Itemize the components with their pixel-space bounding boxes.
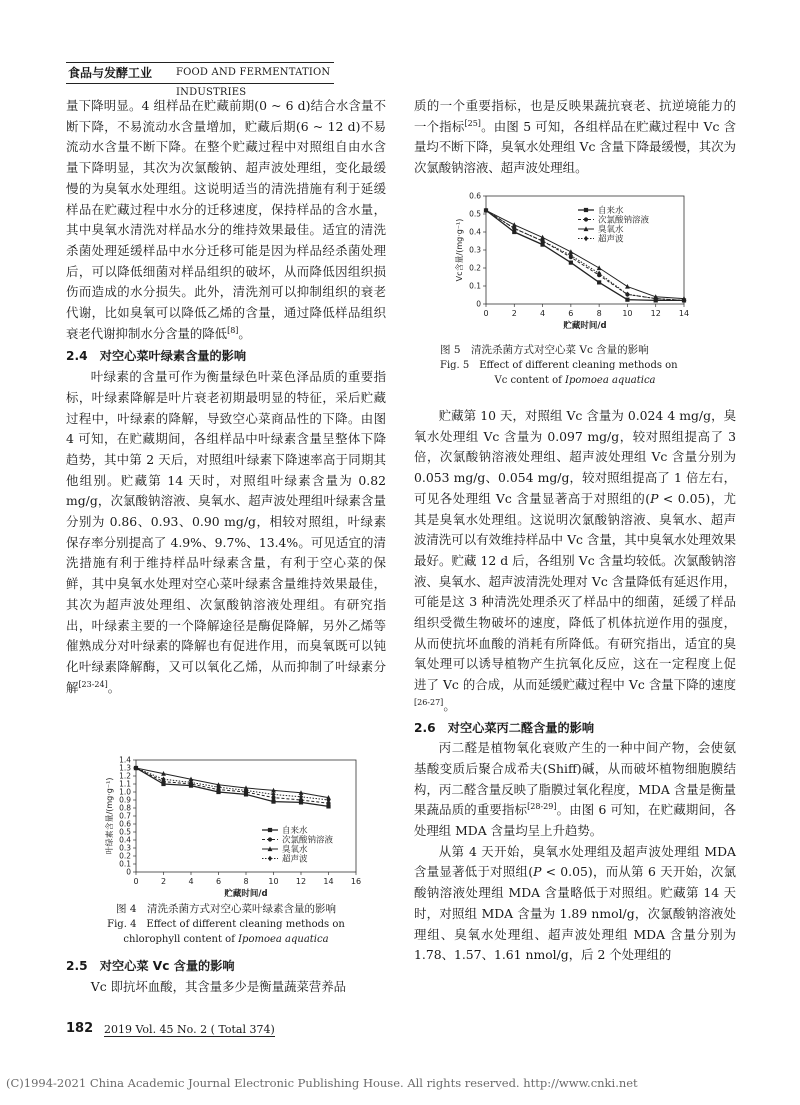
left-column-top (66, 96, 386, 698)
figure-4-caption: 图 4 清洗杀菌方式对空心菜叶绿素含量的影响 Fig. 4 Effect of different cleaning methods on chlorophyll content of Ipomoea aquatica (66, 902, 386, 947)
data-point (625, 298, 629, 302)
left-column-bottom (66, 956, 386, 997)
y-tick-label: 0.4 (119, 835, 131, 845)
data-point (625, 284, 630, 289)
y-tick-label: 0.2 (469, 263, 481, 273)
figure-4-chart (76, 756, 376, 901)
right-column-bottom (414, 406, 736, 966)
data-point (268, 828, 272, 832)
x-axis-label: 贮藏时间/d (224, 889, 268, 899)
page-number: 182 (66, 1021, 94, 1036)
data-point (584, 236, 588, 241)
x-tick-label: 6 (568, 309, 574, 318)
data-point (584, 208, 588, 212)
journal-title-en: FOOD AND FERMENTATION INDUSTRIES (176, 67, 331, 98)
x-axis-label: 贮藏时间/d (563, 321, 607, 331)
y-tick-label: 0.3 (119, 843, 131, 853)
plot-frame (136, 760, 356, 872)
y-axis-label: Vc含量/(mg·g⁻¹) (455, 218, 464, 282)
copyright-notice: (C)1994-2021 China Academic Journal Electronic Publishing House. All rights reserved. http://www.cnki.net (6, 1076, 638, 1090)
data-point (625, 292, 629, 297)
data-point (597, 280, 601, 284)
figure-5-caption-en: Fig. 5 Effect of different cleaning methods on (440, 360, 678, 371)
x-tick-label: 2 (160, 877, 167, 886)
series-line (486, 210, 684, 298)
y-tick-label: 0.1 (469, 281, 481, 291)
paragraph: 丙二醛是植物氧化衰败产生的一种中间产物，会使氨基酸变质后聚合成希夫(Shiff)碱，从而破坏植物细胞膜结构，丙二醛含量反映了脂膜过氧化程度，MDA 含量是衡量果蔬品质的重要指标[28-29]。由图 6 可知，在贮藏期间，各处理组 MDA 含量均呈上升趋势。 (414, 740, 736, 839)
section-heading-2-4: 2.4 对空心菜叶绿素含量的影响 (66, 349, 247, 364)
legend-label: 臭氧水 (282, 845, 308, 855)
y-tick-label: 0.3 (469, 245, 481, 255)
data-point (268, 856, 272, 861)
legend-label: 超声波 (598, 234, 624, 245)
figure-5-chart (448, 188, 708, 333)
figure-4-caption-en: Fig. 4 Effect of different cleaning methods on (107, 919, 345, 930)
figure-5-caption: 图 5 清洗杀菌方式对空心菜 Vc 含量的影响 Fig. 5 Effect of different cleaning methods on Vc content of Ipomoea aquatica (440, 343, 710, 388)
data-point (271, 800, 275, 804)
x-tick-label: 4 (540, 309, 546, 318)
x-tick-label: 12 (650, 309, 661, 318)
legend-label: 臭氧水 (598, 225, 624, 235)
y-axis-label: 叶绿素含量/(mg·g⁻¹) (105, 777, 114, 855)
paragraph: 质的一个重要指标，也是反映果蔬抗衰老、抗逆境能力的一个指标[25]。由图 5 可知，各组样品在贮藏过程中 Vc 含量均不断下降，臭氧水处理组 Vc 含量下降最缓慢，其次为次氯酸钠溶液、超声波处理组。 (414, 98, 736, 176)
x-tick-label: 16 (350, 877, 362, 886)
x-tick-label: 12 (295, 877, 307, 886)
journal-title-cn: 食品与发酵工业 (68, 66, 153, 80)
x-tick-label: 14 (678, 309, 690, 318)
paragraph: 贮藏第 10 天，对照组 Vc 含量为 0.024 4 mg/g，臭氧水处理组 Vc 含量为 0.097 mg/g，较对照组提高了 3 倍，次氯酸钠溶液处理组、超声波处理组 Vc 含量分别为 0.053 mg/g、0.054 mg/g，较对照组提高了 1 倍左右，可见各处理组 Vc 含量显著高于对照组的(P < 0.05)，尤其是臭氧水处理组。这说明次氯酸钠溶液、臭氧水、超声波清洗可以有效维持样品中 Vc 含量，其中臭氧水处理效果最好。贮藏 12 d 后，各组别 Vc 含量均较低。次氯酸钠溶液、臭氧水、超声波清洗处理对 Vc 含量降低有延迟作用，可能是这 3 种清洗处理杀灭了样品中的细菌，延缓了样品组织受微生物破坏的速度，降低了机体抗逆作用的强度，从而使抗坏血酸的消耗有所降低。有研究指出，适宜的臭氧处理可以诱导植物产生抗氧化反应，这在一定程度上促进了 Vc 的合成，从而延缓贮藏过程中 Vc 含量下降的速度[26-27]。 (414, 408, 736, 713)
x-tick-label: 8 (243, 877, 249, 886)
legend-label: 次氯酸钠溶液 (598, 215, 650, 226)
figure-4-caption-cn: 图 4 清洗杀菌方式对空心菜叶绿素含量的影响 (115, 903, 337, 915)
y-tick-label: 1.4 (119, 756, 131, 765)
y-tick-label: 0.8 (119, 803, 131, 813)
section-heading-2-5: 2.5 对空心菜 Vc 含量的影响 (66, 959, 235, 973)
y-tick-label: 0.9 (119, 795, 131, 805)
y-tick-label: 1.2 (119, 771, 131, 781)
y-tick-label: 1.0 (119, 787, 131, 797)
y-tick-label: 0.6 (119, 819, 131, 829)
legend-label: 次氯酸钠溶液 (282, 835, 334, 846)
paragraph: 从第 4 天开始，臭氧水处理组及超声波处理组 MDA 含量显著低于对照组(P < 0.05)，而从第 6 天开始，次氯酸钠溶液处理组 MDA 含量略低于对照组。贮藏第 14 天时，对照组 MDA 含量为 1.89 nmol/g，次氯酸钠溶液处理组、臭氧水处理组、超声波处理组 MDA 含量分别为 1.78、1.57、1.61 nmol/g，后 2 个处理组的 (414, 843, 736, 963)
x-tick-label: 0 (483, 309, 489, 318)
series-line (486, 210, 684, 300)
paragraph: 叶绿素的含量可作为衡量绿色叶菜色泽品质的重要指标，叶绿素降解是叶片衰老初期最明显的特征，采后贮藏过程中，叶绿素的降解，导致空心菜商品性的下降。由图 4 可知，在贮藏期间，各组样品中叶绿素含量呈整体下降趋势，其中第 2 天后，对照组叶绿素下降速率高于同期其他组别。贮藏第 14 天时，对照组叶绿素含量为 0.82 mg/g，次氯酸钠溶液、臭氧水、超声波处理组叶绿素含量分别为 0.86、0.93、0.90 mg/g，相较对照组，叶绿素保存率分别提高了 4.9%、9.7%、13.4%。可见适宜的清洗措施有利于维持样品叶绿素含量，有利于空心菜的保鲜，其中臭氧水处理对空心菜叶绿素含量维持效果最佳，其次为超声波处理组、次氯酸钠溶液处理组。有研究指出，叶绿素主要的一个降解途径是酶促降解，另外乙烯等催熟成分对叶绿素的降解也有促进作用，而臭氧既可以钝化叶绿素降解酶，又可以氧化乙烯，从而抑制了叶绿素分解[23-24]。 (66, 369, 386, 695)
x-tick-label: 4 (188, 877, 194, 886)
page-footer (66, 1021, 275, 1036)
y-tick-label: 1.3 (119, 763, 131, 773)
x-tick-label: 14 (323, 877, 334, 886)
y-tick-label: 0.1 (119, 859, 131, 869)
right-column-top (414, 96, 736, 179)
legend-label: 超声波 (282, 854, 308, 865)
data-point (584, 217, 588, 221)
y-tick-label: 0 (476, 299, 481, 309)
paragraph: Vc 即抗坏血酸，其含量多少是衡量蔬菜营养品 (90, 978, 347, 994)
volume-info: 2019 Vol. 45 No. 2 ( Total 374) (104, 1023, 275, 1036)
y-tick-label: 0.6 (469, 191, 481, 201)
x-tick-label: 10 (268, 877, 279, 886)
x-tick-label: 6 (215, 877, 222, 886)
x-tick-label: 10 (622, 309, 633, 318)
data-point (597, 265, 602, 270)
y-tick-label: 0.5 (469, 209, 481, 219)
x-tick-label: 8 (596, 309, 602, 318)
y-tick-label: 0.2 (119, 851, 131, 861)
x-tick-label: 2 (511, 309, 517, 318)
series-line (486, 210, 684, 300)
y-tick-label: 0 (126, 867, 131, 877)
legend-label: 自来水 (282, 826, 308, 836)
y-tick-label: 1.1 (119, 779, 131, 789)
data-point (268, 837, 272, 841)
paragraph: 量下降明显。4 组样品在贮藏前期(0 ~ 6 d)结合水含量不断下降，不易流动水含量增加，贮藏后期(6 ~ 12 d)不易流动水含量不断下降。在整个贮藏过程中对照组自由水含量下降明显，其次为次氯酸钠、超声波处理组，变化最缓慢的为臭氧水处理组。这说明适当的清洗措施有利于延缓样品在贮藏过程中水分的迁移速度，保持样品的含水量，其中臭氧水清洗对样品水分的维持效果最佳。适宜的清洗杀菌处理延缓样品中水分迁移可能是因为样品经杀菌处理后，可以降低细菌对样品组织的破坏，从而降低因组织损伤而造成的水分损失。此外，清洗剂可以抑制组织的衰老代谢，比如臭氧可以降低乙烯的含量，通过降低样品组织衰老代谢抑制水分含量的降低[8]。 (66, 98, 386, 341)
y-tick-label: 0.7 (119, 811, 131, 821)
plot-frame (486, 196, 684, 304)
figure-5-caption-cn: 图 5 清洗杀菌方式对空心菜 Vc 含量的影响 (440, 344, 649, 356)
section-heading-2-6: 2.6 对空心菜丙二醛含量的影响 (414, 720, 595, 735)
y-tick-label: 0.4 (469, 227, 481, 237)
data-point (569, 261, 573, 265)
y-tick-label: 0.5 (119, 827, 131, 837)
x-tick-label: 0 (133, 877, 139, 886)
series-line (486, 210, 684, 300)
legend-label: 自来水 (598, 206, 624, 216)
running-header (66, 62, 334, 98)
